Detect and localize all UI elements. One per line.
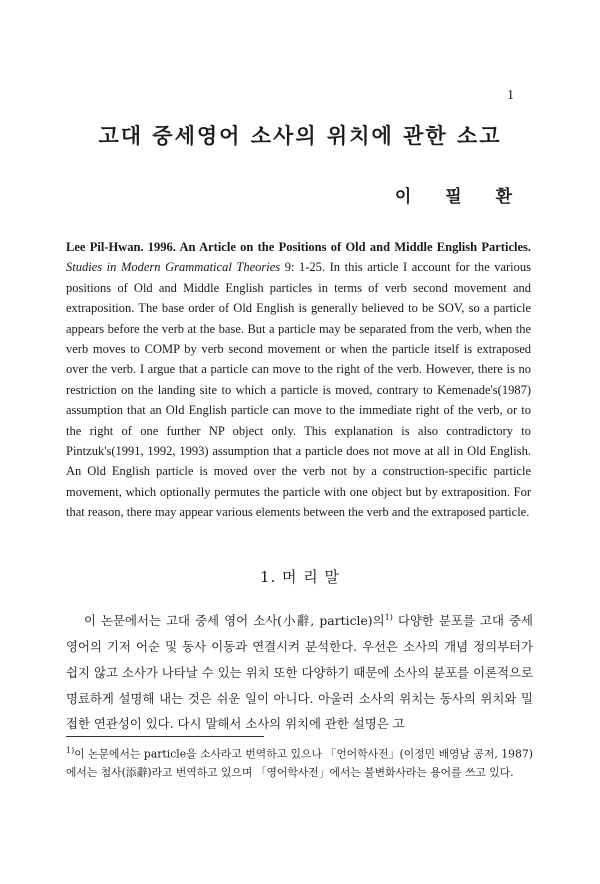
abstract-citation-volume: 9: 1-25.	[280, 260, 326, 275]
abstract-citation: Lee Pil-Hwan. 1996. An Article on the Positions of Old and Middle English Particles.	[66, 240, 531, 254]
body-paragraph	[66, 605, 533, 737]
footnote-reference[interactable]: 1)	[384, 613, 393, 622]
footnote-divider	[66, 736, 264, 737]
abstract-journal: Studies in Modern Grammatical Theories	[66, 260, 281, 275]
footnote-marker: 1)	[66, 746, 75, 755]
paper-title: 고대 중세영어 소사의 위치에 관한 소고	[98, 123, 502, 148]
body-text-part1: 이 논문에서는 고대 중세 영어 소사(小辭, particle)의	[84, 613, 385, 629]
section-heading: 1. 머 리 말	[259, 568, 341, 586]
abstract-text: In this article I account for the various positions of Old and Middle English particles in terms of verb second movement and extraposition. The base order of Old English is generally believed to be SOV, so a particle appears before the verb at the base. But a particle may be separated from the verb, when the verb moves to COMP by verb second movement or when the particle itself is extraposed over the verb. I argue that a particle can move to the right of the verb. However, there is no restriction on the landing site to which a particle is moved, contrary to Kemenade's(1987) assumption that an Old English particle can move to the immediate right of the verb, or to the right of one further NP object only. This explanation is also contradictory to Pintzuk's(1991, 1992, 1993) assumption that a particle does not move at all in Old English. An Old English particle is moved over the verb not by a construction-specific particle movement, which optionally permutes the particle with one object but by extraposition. For that reason, there may appear various elements between the verb and the extraposed particle.	[66, 260, 532, 520]
page-number: 1	[507, 88, 514, 103]
author-name: 이 필 환	[394, 187, 526, 207]
body-text-part2: 다양한 분포를 고대 중세 영어의 기저 어순 및 동사 이동과 연결시켜 분석한다. 우선은 소사의 개념 정의부터가 쉽지 않고 소사가 나타날 수 있는 위치 또한 다양하기 때문에 소사의 분포를 이론적으로 명료하게 설명해 내는 것은 쉬운 일이 아니다. 아울러 소사의 위치는 동사의 위치와 밀접한 연관성이 있다. 다시 말해서 소사의 위치에 관한 설명은 고	[66, 613, 533, 732]
footnote-text: 이 논문에서는 particle을 소사라고 번역하고 있으나 「언어학사전」(이정민 배영남 공저, 1987)에서는 첨사(添辭)라고 번역하고 있으며 「영어학사전」에서는 불변화사라는 용어를 쓰고 있다.	[66, 747, 533, 780]
abstract	[66, 237, 531, 523]
footnote	[66, 742, 533, 783]
